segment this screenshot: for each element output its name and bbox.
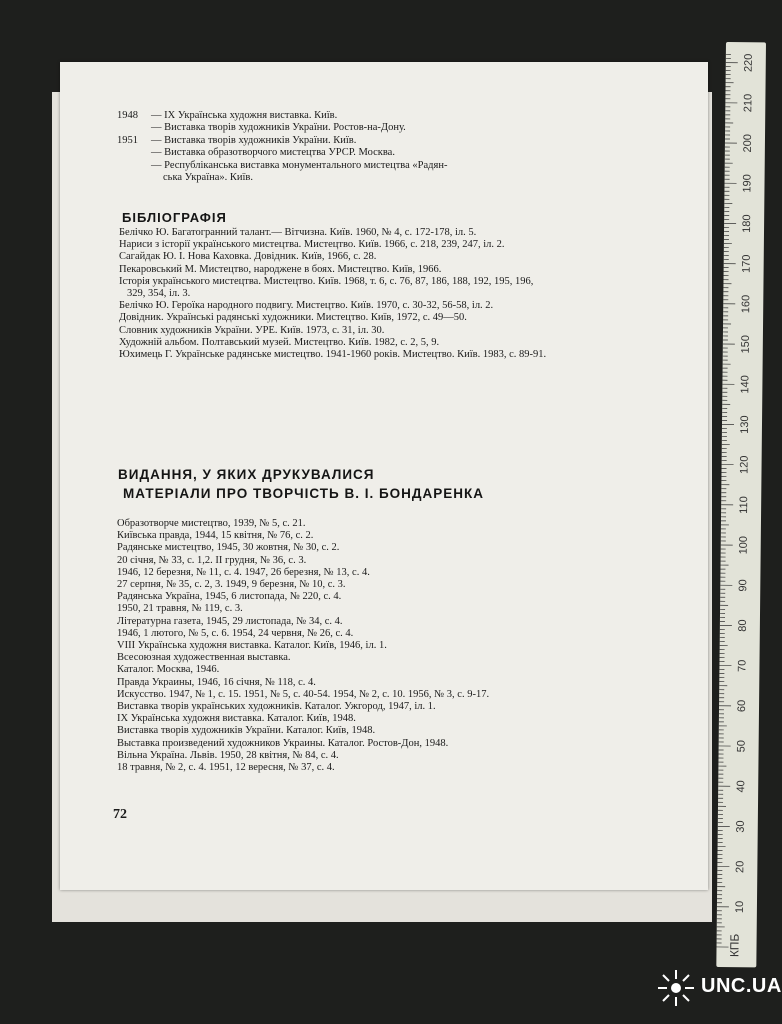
watermark [655,965,782,1015]
publication-entry: Всесоюзная художественная выставка. [117,652,291,664]
page-number: 72 [113,807,127,822]
bibliography-entry: Юхимець Г. Українське радянське мистецтво. 1941-1960 років. Мистецтво. Київ. 1983, с. 89-91. [119,349,547,361]
ruler-label: 220 [742,53,755,73]
bibliography-entry: Словник художників України. УРЕ. Київ. 1973, с. 31, іл. 30. [119,324,385,336]
ruler-label: 150 [739,334,752,354]
publication-entry: Искусство. 1947, № 1, с. 15. 1951, № 5, с. 40-54. 1954, № 2, с. 10. 1956, № 3, с. 9-17. [117,688,490,700]
exhibition-year: 1948 [117,110,138,121]
ruler-label: 60 [735,699,749,713]
bibliography-entry: Художній альбом. Полтавський музей. Мистецтво. Київ. 1982, с. 2, 5, 9. [119,336,440,348]
publication-entry: 1946, 12 березня, № 11, с. 4. 1947, 26 березня, № 13, с. 4. [117,566,370,578]
publication-entry: Літературна газета, 1945, 29 листопада, № 34, с. 4. [117,615,343,627]
exhibition-text: — Виставка образотворчого мистецтва УРСР. Москва. [151,147,395,159]
ruler-label: 120 [738,455,751,475]
watermark-text: UNC.UA [701,975,782,997]
ruler-label: 130 [738,415,752,434]
ruler-label: 20 [734,860,747,873]
publication-entry: Виставка творів художників України. Каталог. Київ, 1948. [117,725,376,737]
ruler-label: 90 [737,579,750,592]
ruler-label: 10 [733,900,747,914]
ruler-label: 100 [737,535,750,555]
publication-entry: 27 серпня, № 35, с. 2, 3. 1949, 9 березня, № 10, с. 3. [117,579,346,591]
ruler-label: 210 [742,93,755,113]
bibliography-list [119,227,554,361]
exhibition-text: — Республіканська виставка монументального мистецтва «Радян- [151,159,448,171]
publication-entry: Радянське мистецтво, 1945, 30 жовтня, № 30, с. 2. [117,542,340,554]
bibliography-entry: Белічко Ю. Героїка народного подвигу. Мистецтво. Київ. 1970, с. 30-32, 56-58, іл. 2. [119,300,494,312]
ruler-label: 160 [740,294,753,314]
publication-entry: 1946, 1 лютого, № 5, с. 6. 1954, 24 червня, № 26, с. 4. [117,627,354,639]
bibliography-entry: Історія українського мистецтва. Мистецтво. Київ. 1968, т. 6, с. 76, 87, 186, 188, 192, 195, 196, 329, 354, іл. 3. [119,275,534,300]
ruler-label: 170 [740,254,753,274]
publication-entry: 20 січня, № 33, с. 1,2. II грудня, № 36, с. 3. [117,554,307,566]
publication-entry: Радянська Україна, 1945, 6 листопада, № 220, с. 4. [117,591,342,603]
ruler-label: 50 [735,740,748,753]
ruler-scale [716,42,766,967]
ruler-label: 40 [735,780,748,793]
ruler-label: 190 [741,174,754,193]
publication-entry: 1950, 21 травня, № 119, с. 3. [117,603,243,615]
publications-list [117,518,555,774]
exhibition-line [117,160,557,172]
bibliography-entry: Белічко Ю. Багатогранний талант.— Вітчизна. Київ. 1960, № 4, с. 172-178, іл. 5. [119,227,477,238]
publication-entry: Каталог. Москва, 1946. [117,664,220,676]
bibliography-entry: Сагайдак Ю. І. Нова Каховка. Довідник. Київ, 1966, с. 28. [119,251,377,263]
sunburst-logo-icon [655,967,697,1009]
ruler-label: 30 [734,820,747,833]
bibliography-entry: Нариси з історії українського мистецтва. Мистецтво. Київ. 1966, с. 218, 239, 247, іл. 2. [119,239,505,251]
exhibition-line [117,147,557,159]
ruler [716,42,766,967]
ruler-label: 70 [736,659,749,672]
ruler-brand: КПБ [727,933,742,958]
publication-entry: Правда Украины, 1946, 16 січня, № 118, с. 4. [117,676,316,688]
exhibition-line [117,172,557,184]
exhibition-text: — IX Українська художня виставка. Київ. [151,110,338,121]
exhibition-text: — Виставка творів художників України. Київ. [151,134,357,146]
publications-heading-line1: ВИДАННЯ, У ЯКИХ ДРУКУВАЛИСЯ [118,467,375,482]
exhibitions-list [117,110,557,184]
ruler-label: 140 [739,375,752,394]
bibliography-heading: БІБЛІОГРАФІЯ [122,210,227,225]
publication-entry: Київська правда, 1944, 15 квітня, № 76, с. 2. [117,530,314,542]
publication-entry: Виставка творів українських художників. Каталог. Ужгород, 1947, іл. 1. [117,701,436,713]
exhibition-text: — Виставка творів художників України. Ростов-на-Дону. [151,122,406,134]
exhibition-year: 1951 [117,134,138,146]
book-page [60,62,708,890]
exhibition-line [117,122,557,134]
publication-entry: 18 травня, № 2, с. 4. 1951, 12 вересня, № 37, с. 4. [117,762,335,774]
publication-entry: Выставка произведений художников Украины. Каталог. Ростов-Дон, 1948. [117,737,449,749]
ruler-label: 200 [741,133,755,153]
ruler-label: 180 [741,214,754,233]
publication-entry: VIII Українська художня виставка. Каталог. Київ, 1946, іл. 1. [117,640,387,652]
exhibition-line [117,135,557,147]
exhibition-text: ська Україна». Київ. [163,172,254,184]
ruler-label: 110 [738,496,751,514]
ruler-label: 80 [736,619,749,632]
bibliography-entry: Довідник. Українські радянські художники. Мистецтво. Київ, 1972, с. 49—50. [119,312,467,324]
publication-entry: IX Українська художня виставка. Каталог. Київ, 1948. [117,713,356,725]
publication-entry: Образотворче мистецтво, 1939, № 5, с. 21. [117,518,306,529]
publications-heading-line2: МАТЕРІАЛИ ПРО ТВОРЧІСТЬ В. І. БОНДАРЕНКА [123,486,485,501]
exhibition-line [117,110,557,122]
publication-entry: Вільна Україна. Львів. 1950, 28 квітня, № 84, с. 4. [117,749,339,761]
bibliography-entry: Пекаровський М. Мистецтво, народжене в боях. Мистецтво. Київ, 1966. [119,263,442,275]
